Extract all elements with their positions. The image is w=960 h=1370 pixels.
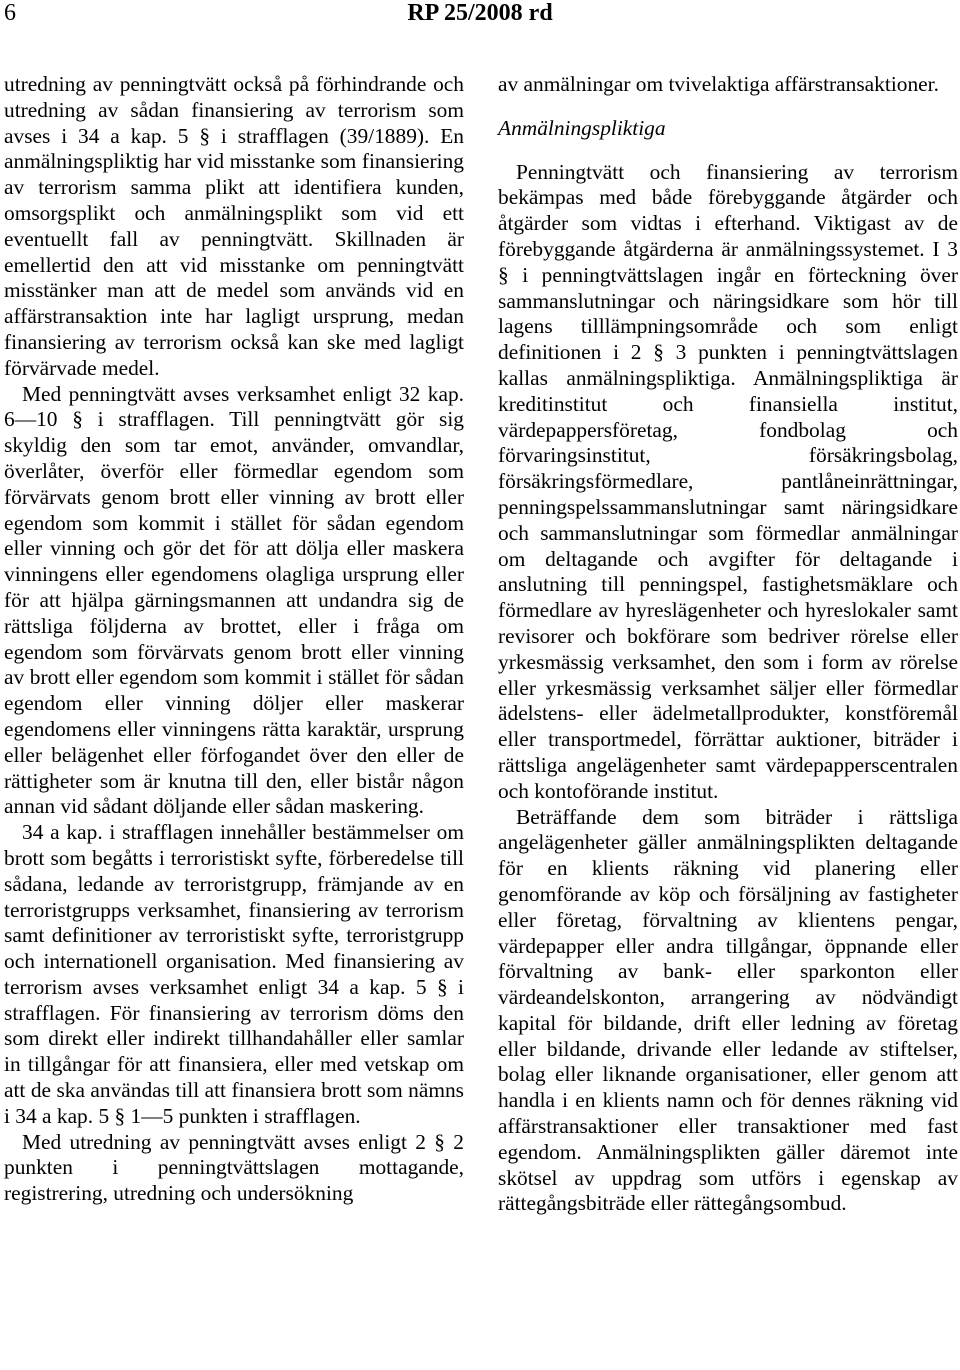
paragraph: utredning av penningtvätt också på förhindrande och utredning av sådan finansiering av terrorism som avses i 34 a kap. 5 § i strafflagen (39/1889). En anmälningspliktig har vid misstanke som finansiering av terrorism samma plikt att identifiera kunden, omsorgsplikt och anmälningsplikt som vid ett eventuellt fall av penningtvätt. Skillnaden är emellertid den att vid misstanke om penningtvätt misstänker man att de medel som används vid en affärstransaktion inte har lagligt ursprung, medan finansiering av terrorism också kan ske med lagligt förvärvade medel. (4, 72, 464, 380)
paragraph: Beträffande dem som biträder i rättsliga angelägenheter gäller anmälningsplikten deltagande för en klients räkning vid planering eller genomförande av köp och försäljning av fastigheter eller företag, förvaltning av klientens pengar, värdepapper eller andra tillgångar, öppnande eller förvaltning av bank- eller sparkonton eller värdeandelskonton, arrangering av nödvändigt kapital för bildande, drift eller ledning av företag eller bildande, drivande eller ledande av stiftelser, bolag eller liknande organisationer, eller genom att handla i en klients namn och för dennes räkning vid affärstransaktioner eller transaktioner med fast egendom. Anmälningsplikten gäller däremot inte skötsel av uppdrag som utförs i egenskap av rättegångsbiträde eller rättegångsombud. (498, 804, 958, 1216)
paragraph: av anmälningar om tvivelaktiga affärstransaktioner. (498, 72, 939, 96)
right-column (498, 72, 958, 1217)
paragraph: Penningtvätt och finansiering av terrorism bekämpas med både förebyggande åtgärder och åtgärder som vidtas i efterhand. Viktigast av de förebyggande åtgärderna är anmälningssystemet. I 3 § i penningtvättslagen ingår en förteckning över sammanslutningar och näringsidkare som hör till lagens tilllämpningsområde och som enligt definitionen i 2 § 3 punkten i penningtvättslagen kallas anmälningspliktiga. Anmälningspliktiga är kreditinstitut och finansiella institut, värdepappersföretag, fondbolag och förvaringsinstitut, försäkringsbolag, försäkringsförmedlare, pantlåneinrättningar, penningspelssammanslutningar samt näringsidkare och sammanslutningar som förmedlar anmälningar om deltagande och avgifter för deltagande i anslutning till penningspel, fastighetsmäklare och förmedlare av hyreslägenheter och hyreslokaler samt revisorer och bokförare som bedriver rörelse eller yrkesmässig verksamhet, den som i form av rörelse eller yrkesmässig verksamhet säljer eller förmedlar ädelstens- eller ädelmetallprodukter, konstföremål eller transportmedel, förrättar auktioner, biträder i rättsliga angelägenheter samt värdepapperscentralen och kontoförande institut. (498, 159, 958, 803)
paragraph: 34 a kap. i strafflagen innehåller bestämmelser om brott som begåtts i terroristiskt syfte, förberedelse till sådana, ledande av terroristgrupp, främjande av en terroristgrupps verksamhet, finansiering av terrorism samt definitioner av terroristiskt syfte, terroristgrupp och internationell organisation. Med finansiering av terrorism avses verksamhet enligt 34 a kap. 5 § i strafflagen. För finansiering av terrorism döms den som direkt eller indirekt tillhandahåller eller samlar in tillgångar för att finansiera, eller med vetskap om att de ska användas till att finansiera brott som nämns i 34 a kap. 5 § 1—5 punkten i strafflagen. (4, 820, 464, 1128)
paragraph: Med penningtvätt avses verksamhet enligt 32 kap. 6—10 § i strafflagen. Till penningtvätt gör sig skyldig den som tar emot, använder, omvandlar, överlåter, överför eller förmedlar egendom som förvärvats genom brott eller vinning av brott eller egendom som kommit i stället för sådan egendom eller vinning och gör det för att dölja eller maskera vinningens eller egendomens olagliga ursprung eller för att hjälpa gärningsmannen att undandra sig de rättsliga följderna av brottet, eller i fråga om egendom som förvärvats genom brott eller vinning av brott eller egendom som kommit i stället för sådan egendom eller vinning döljer eller maskerar egendomens eller vinningens rätta karaktär, ursprung eller belägenhet eller förfogandet över den eller de rättigheter som är knutna till den, eller bistår någon annan vid sådant döljande eller sådan maskering. (4, 381, 464, 819)
section-subheading: Anmälningspliktiga (498, 115, 666, 140)
paragraph: Med utredning av penningtvätt avses enligt 2 § 2 punkten i penningtvättslagen mottagande, registrering, utredning och undersökning (4, 1129, 464, 1206)
document-id: RP 25/2008 rd (407, 0, 553, 26)
page-number: 6 (4, 0, 16, 26)
page-header (0, 0, 960, 40)
left-column (4, 72, 464, 1207)
